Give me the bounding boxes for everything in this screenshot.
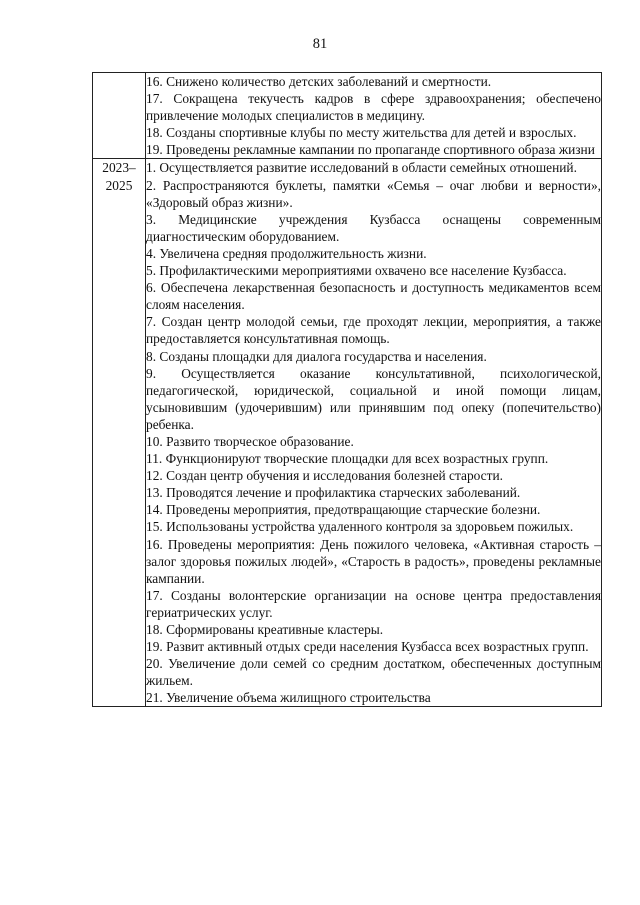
period-cell [93, 73, 146, 159]
list-item: 5. Профилактическими мероприятиями охвачено все население Кузбасса. [146, 263, 567, 279]
list-item: 3. Медицинские учреждения Кузбасса оснащены современным диагностическим оборудованием. [146, 211, 601, 244]
list-item: 1. Осуществляется развитие исследований в области семейных отношений. [146, 160, 577, 176]
page-number: 81 [312, 36, 328, 52]
list-item: 2. Распространяются буклеты, памятки «Семья – очаг любви и верности», «Здоровый образ жизни». [146, 177, 601, 210]
list-item: 13. Проводятся лечение и профилактика старческих заболеваний. [146, 485, 521, 501]
period-cell: 2023– 2025 [93, 159, 146, 707]
list-item: 14. Проведены мероприятия, предотвращающие старческие болезни. [146, 502, 541, 518]
list-item: 12. Создан центр обучения и исследования болезней старости. [146, 468, 503, 484]
list-item: 6. Обеспечена лекарственная безопасность и доступность медикаментов всем слоям населения. [146, 280, 601, 313]
list-item: 15. Использованы устройства удаленного контроля за здоровьем пожилых. [146, 519, 574, 535]
list-item: 10. Развито творческое образование. [146, 433, 354, 449]
table-row [93, 73, 602, 159]
list-item: 7. Создан центр молодой семьи, где проходят лекции, мероприятия, а также предоставляется консультативная помощь. [146, 314, 601, 347]
list-item: 8. Созданы площадки для диалога государства и населения. [146, 348, 487, 364]
list-item: 18. Созданы спортивные клубы по месту жительства для детей и взрослых. [146, 125, 577, 141]
list-item: 16. Проведены мероприятия: День пожилого человека, «Активная старость – залог здоровья пожилых людей», «Старость в радость», проведены рекламные кампании. [146, 536, 601, 586]
list-item: 21. Увеличение объема жилищного строительства [146, 690, 431, 706]
table-row [93, 159, 602, 707]
list-item: 11. Функционируют творческие площадки для всех возрастных групп. [146, 451, 549, 467]
list-item: 16. Снижено количество детских заболеваний и смертности. [146, 74, 492, 89]
plan-table [92, 72, 602, 707]
list-item: 19. Развит активный отдых среди населения Кузбасса всех возрастных групп. [146, 639, 589, 655]
list-item: 20. Увеличение доли семей со средним достатком, обеспеченных доступным жильем. [146, 656, 601, 689]
list-item: 17. Сокращена текучесть кадров в сфере здравоохранения; обеспечено привлечение молодых специалистов в медицину. [146, 91, 601, 124]
list-item: 19. Проведены рекламные кампании по пропаганде спортивного образа жизни [146, 142, 595, 158]
list-item: 17. Созданы волонтерские организации на основе центра предоставления гериатрических услуг. [146, 587, 601, 620]
items-cell [146, 73, 602, 159]
list-item: 4. Увеличена средняя продолжительность жизни. [146, 245, 427, 261]
list-item: 18. Сформированы креативные кластеры. [146, 622, 384, 637]
items-cell [146, 159, 602, 707]
list-item: 9. Осуществляется оказание консультативной, психологической, педагогической, юридической, социальной и иной помощи лицам, усыновившим (удочерившим) или принявшим под опеку (попечительство) ребенка. [146, 365, 601, 432]
